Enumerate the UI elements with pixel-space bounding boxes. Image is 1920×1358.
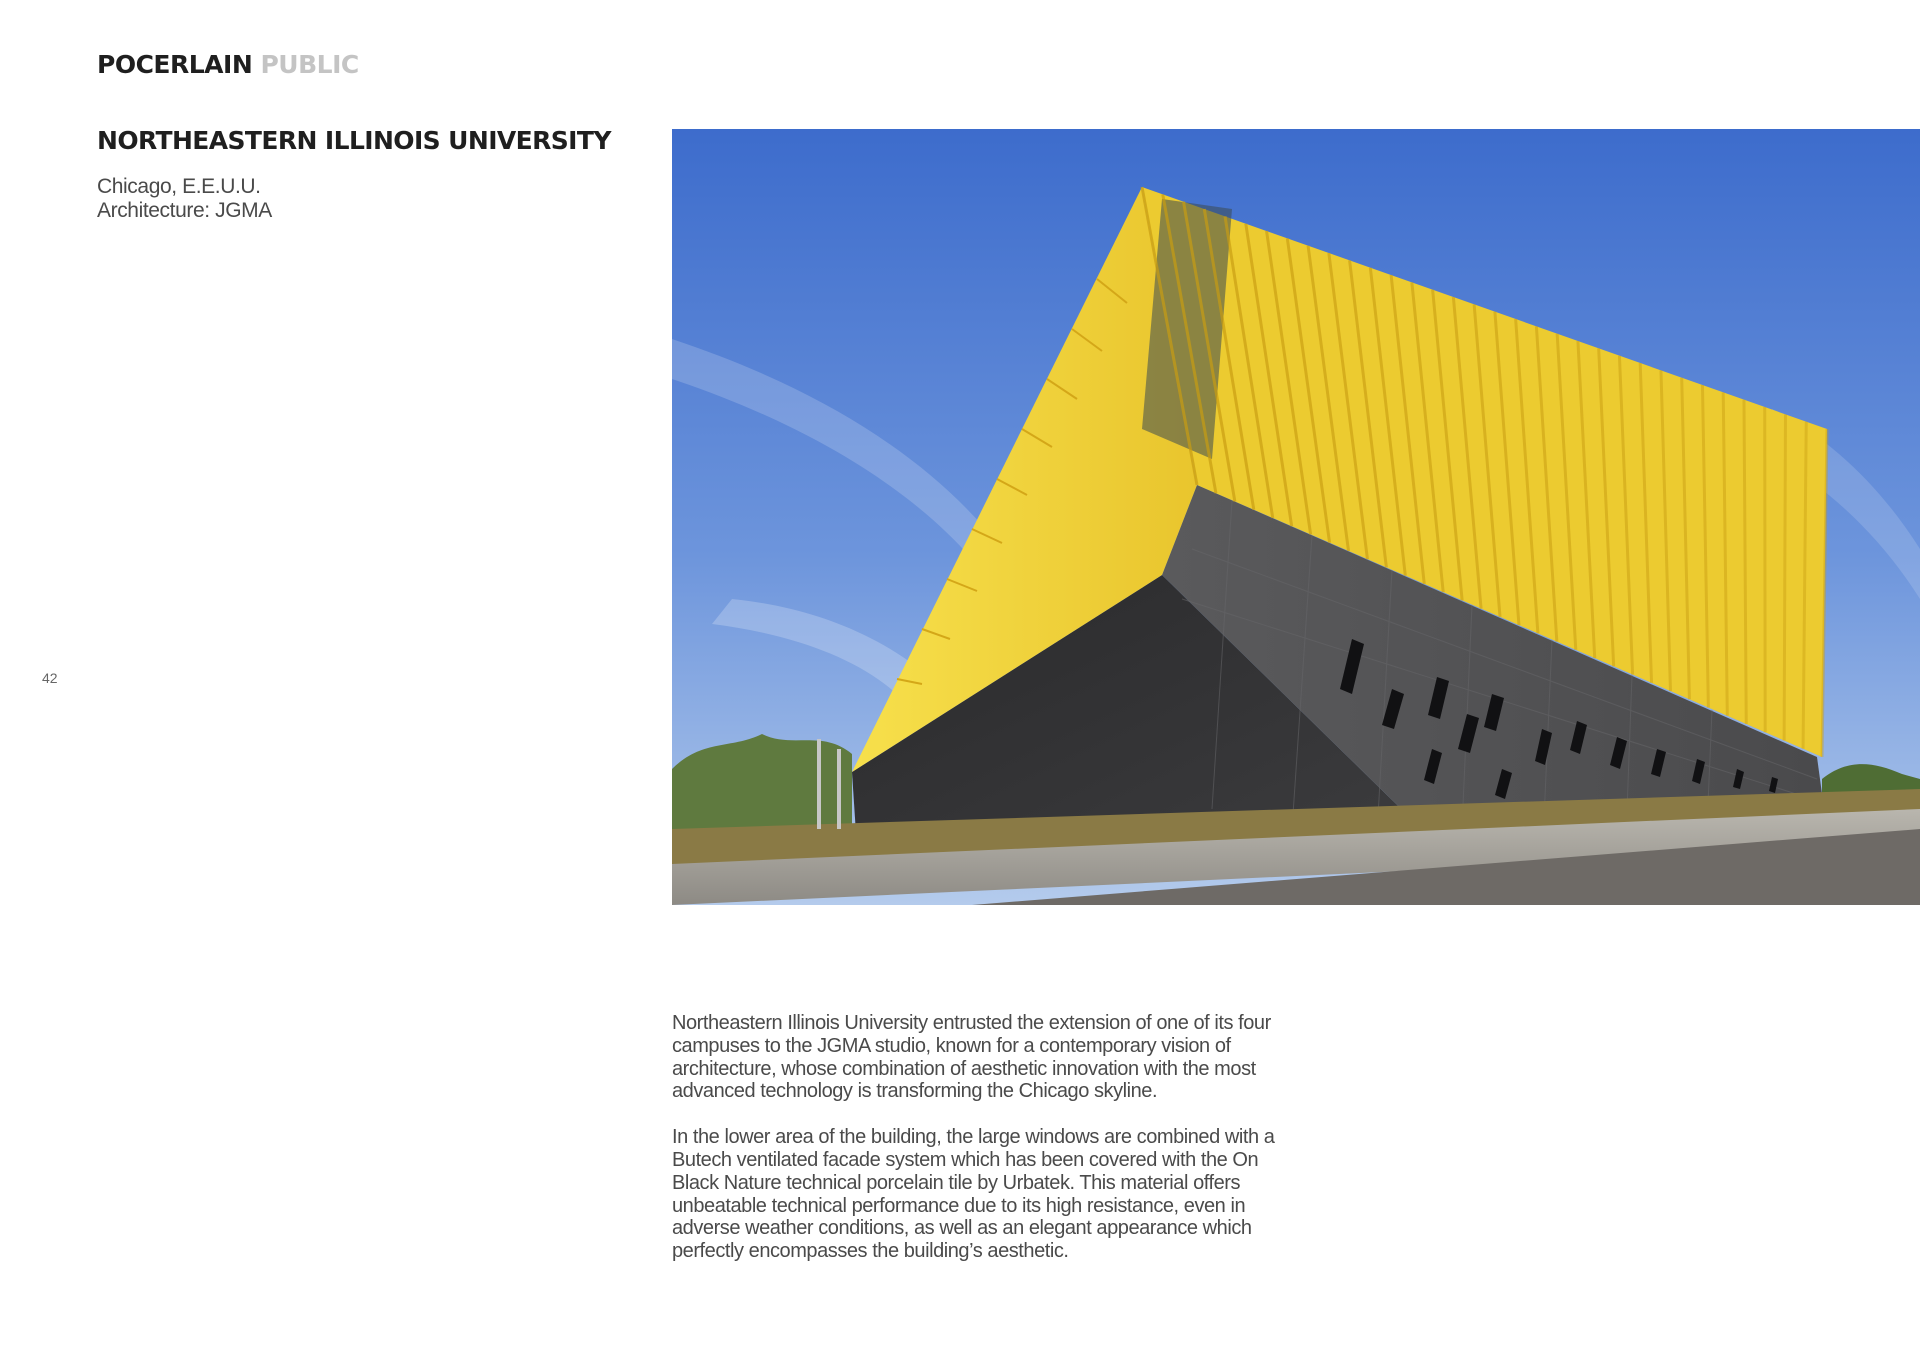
body-paragraph: In the lower area of the building, the large windows are combined with a Butech ventilated facade system which has been covered with the On Black Nature technical porcelain tile by Urbatek. This material offers unbeatable technical performance due to its high resistance, even in adverse weather conditions, as well as an elegant appearance which perfectly encompasses the building’s aesthetic. [672, 1126, 1275, 1263]
brand-primary: POCERLAIN [97, 50, 253, 79]
page-number: 42 [42, 670, 58, 686]
building-photo [672, 129, 1920, 905]
project-architecture: Architecture: JGMA [97, 199, 272, 222]
body-text [672, 1012, 1292, 1286]
project-title: NORTHEASTERN ILLINOIS UNIVERSITY [97, 126, 611, 155]
building-with-yellow-fins-icon [672, 129, 1920, 905]
project-location: Chicago, E.E.U.U. [97, 175, 261, 198]
brand-header [97, 48, 359, 82]
body-paragraph: Northeastern Illinois University entrusted the extension of one of its four campuses to the JGMA studio, known for a contemporary vision of architecture, whose combination of aesthetic innovation with the most advanced technology is transforming the Chicago skyline. [672, 1012, 1271, 1103]
brand-secondary: PUBLIC [260, 50, 359, 79]
project-meta [97, 175, 272, 223]
